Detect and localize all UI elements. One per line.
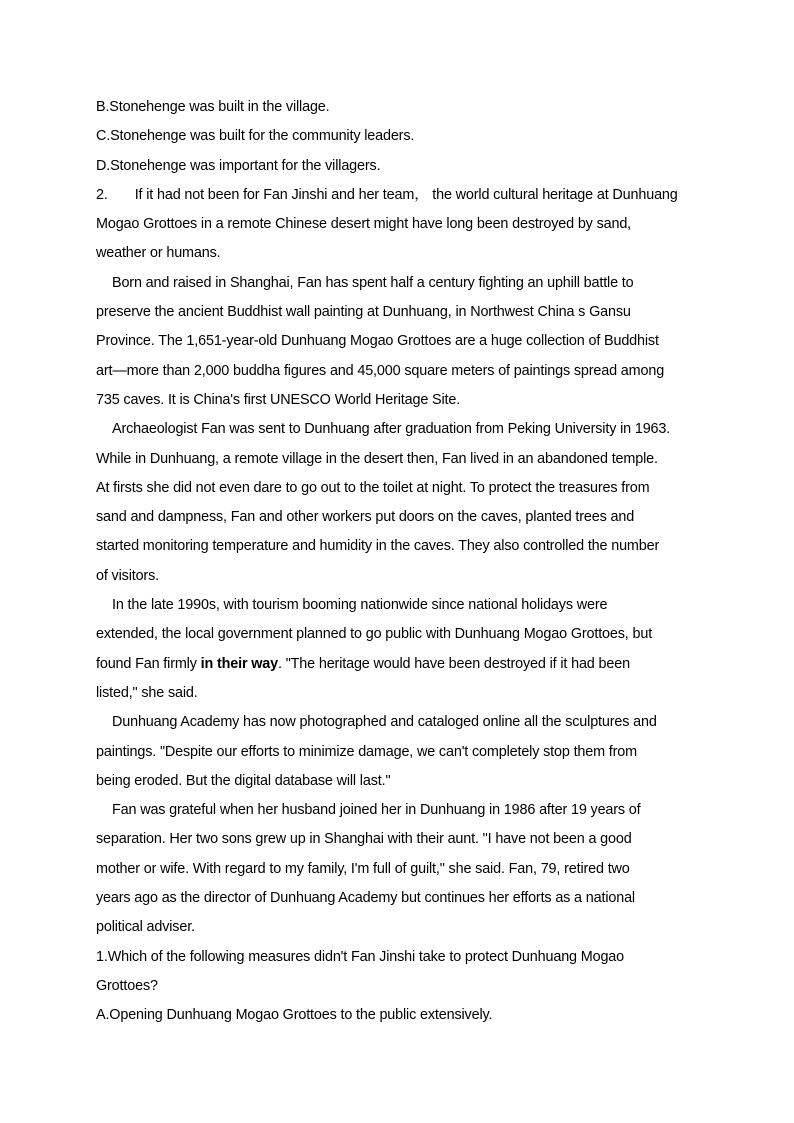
paragraph-line: separation. Her two sons grew up in Shanghai with their aunt. "I have not been a good bbox=[96, 831, 632, 848]
paragraph-line: weather or humans. bbox=[96, 245, 221, 262]
paragraph-line: In the late 1990s, with tourism booming nationwide since national holidays were bbox=[112, 597, 608, 614]
paragraph-line: started monitoring temperature and humidity in the caves. They also controlled the number bbox=[96, 538, 660, 555]
question-1 bbox=[96, 943, 700, 1031]
paragraph-line: art—more than 2,000 buddha figures and 45,000 square meters of paintings spread among bbox=[96, 362, 665, 379]
line-text: found Fan firmly bbox=[96, 655, 201, 672]
passage-paragraph-6 bbox=[96, 796, 700, 942]
bold-phrase: in their way bbox=[200, 655, 278, 672]
passage-paragraph-2 bbox=[96, 269, 700, 415]
paragraph-line: extended, the local government planned to go public with Dunhuang Mogao Grottoes, but bbox=[96, 626, 653, 643]
paragraph-line: Mogao Grottoes in a remote Chinese desert might have long been destroyed by sand, bbox=[96, 216, 632, 233]
document-page bbox=[96, 93, 700, 1031]
option-b: B.Stonehenge was built in the village. bbox=[96, 99, 330, 115]
line-text: . "The heritage would have been destroyed if it had been bbox=[278, 655, 630, 672]
paragraph-line: Province. The 1,651-year-old Dunhuang Mogao Grottoes are a huge collection of Buddhist bbox=[96, 333, 659, 350]
line-text: If it had not been for Fan Jinshi and her team， the world cultural heritage at Dunhuang bbox=[134, 186, 678, 203]
passage-paragraph-4 bbox=[96, 591, 700, 708]
paragraph-line bbox=[96, 181, 700, 210]
passage-paragraph-1 bbox=[96, 181, 700, 269]
passage-paragraph-5 bbox=[96, 708, 700, 796]
paragraph-line: Archaeologist Fan was sent to Dunhuang after graduation from Peking University in 1963. bbox=[112, 421, 671, 438]
paragraph-line: sand and dampness, Fan and other workers put doors on the caves, planted trees and bbox=[96, 509, 635, 526]
paragraph-line: While in Dunhuang, a remote village in the desert then, Fan lived in an abandoned temple. bbox=[96, 450, 658, 467]
question-stem: Grottoes? bbox=[96, 977, 158, 994]
passage-number: 2. bbox=[96, 186, 108, 203]
paragraph-line: paintings. "Despite our efforts to minimize damage, we can't completely stop them from bbox=[96, 743, 637, 760]
paragraph-line: At firsts she did not even dare to go out to the toilet at night. To protect the treasures from bbox=[96, 479, 650, 496]
paragraph-line bbox=[96, 650, 700, 679]
passage-paragraph-3 bbox=[96, 415, 700, 591]
paragraph-line: years ago as the director of Dunhuang Academy but continues her efforts as a national bbox=[96, 890, 635, 907]
option-d: D.Stonehenge was important for the villagers. bbox=[96, 157, 381, 174]
paragraph-line: Fan was grateful when her husband joined her in Dunhuang in 1986 after 19 years of bbox=[112, 802, 641, 819]
paragraph-line: 735 caves. It is China's first UNESCO World Heritage Site. bbox=[96, 391, 461, 408]
option-a: A.Opening Dunhuang Mogao Grottoes to the public extensively. bbox=[96, 1007, 493, 1024]
paragraph-line: Dunhuang Academy has now photographed and cataloged online all the sculptures and bbox=[112, 714, 657, 731]
paragraph-line: preserve the ancient Buddhist wall painting at Dunhuang, in Northwest China s Gansu bbox=[96, 304, 631, 321]
paragraph-line: of visitors. bbox=[96, 567, 159, 584]
paragraph-line: Born and raised in Shanghai, Fan has spent half a century fighting an uphill battle to bbox=[112, 274, 634, 291]
question-stem: 1.Which of the following measures didn't Fan Jinshi take to protect Dunhuang Mogao bbox=[96, 948, 625, 965]
option-c: C.Stonehenge was built for the community leaders. bbox=[96, 128, 415, 145]
paragraph-line: listed," she said. bbox=[96, 684, 198, 701]
paragraph-line: being eroded. But the digital database will last." bbox=[96, 772, 391, 789]
paragraph-line: political adviser. bbox=[96, 919, 195, 936]
paragraph-line: mother or wife. With regard to my family, I'm full of guilt," she said. Fan, 79, retired two bbox=[96, 860, 630, 877]
